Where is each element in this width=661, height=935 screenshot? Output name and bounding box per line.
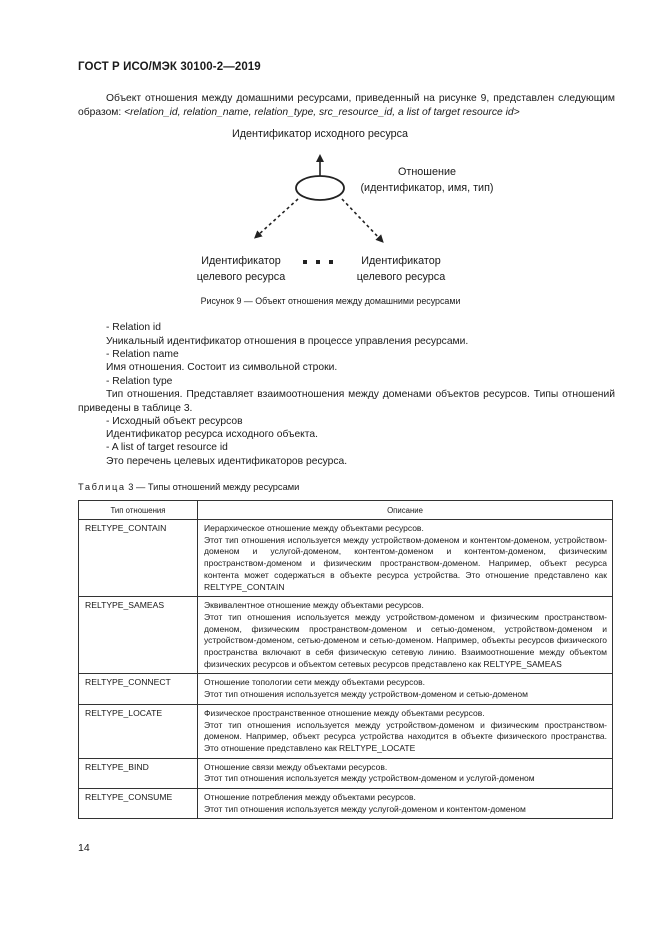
field-name: - A list of target resource id bbox=[106, 442, 228, 453]
field-name: - Relation id bbox=[106, 322, 161, 333]
relation-type-cell: RELTYPE_CONTAIN bbox=[79, 520, 198, 597]
relation-description-cell: Отношение потребления между объектами ресурсов. Этот тип отношения используется между услугой-доменом и контентом-доменом bbox=[198, 789, 613, 819]
field-desc: Имя отношения. Состоит из символьной строки. bbox=[106, 362, 338, 373]
field-desc: Уникальный идентификатор отношения в процессе управления ресурсами. bbox=[106, 336, 469, 347]
table-caption-title: 3 — Типы отношений между ресурсами bbox=[125, 482, 300, 492]
table-caption-prefix: Таблица bbox=[78, 482, 126, 492]
figure-caption: Рисунок 9 — Объект отношения между домашними ресурсами bbox=[200, 296, 461, 306]
arrow-to-target-right bbox=[342, 199, 381, 240]
relation-label-line2: (идентификатор, имя, тип) bbox=[360, 182, 494, 194]
table-row bbox=[79, 704, 613, 758]
relation-description-cell: Иерархическое отношение между объектами ресурсов. Этот тип отношения используется между устройством-доменом и контентом-доменом, устройством-доменом и услугой-доменом, контентом-доменом и контентом-доменом, физическим пространством-доменом и физическим пространством-доменом. Например, объект ресурса контента может содержаться в объекте ресурса устройства. Это отношение представлено как RELTYPE_CONTAIN bbox=[198, 520, 613, 597]
target-left-line2: целевого ресурса bbox=[196, 271, 286, 283]
field-name: - Исходный объект ресурсов bbox=[106, 416, 243, 427]
target-right-line1: Идентификатор bbox=[361, 255, 441, 267]
ellipsis-dot bbox=[303, 260, 307, 264]
field-name: - Relation name bbox=[106, 349, 179, 360]
relation-label-line1: Отношение bbox=[398, 166, 456, 178]
field-name: - Relation type bbox=[106, 376, 173, 387]
header-type: Тип отношения bbox=[79, 501, 198, 520]
relation-type-cell: RELTYPE_SAMEAS bbox=[79, 597, 198, 674]
table-row bbox=[79, 597, 613, 674]
target-left-label bbox=[186, 253, 296, 285]
relation-description-cell: Физическое пространственное отношение между объектами ресурсов. Этот тип отношения используется между устройством-доменом и физическим пространством-доменом. Например, объект ресурса устройства находится в объекте физического пространства. Это отношение представлено как RELTYPE_LOCATE bbox=[198, 704, 613, 758]
figure-source-label: Идентификатор исходного ресурса bbox=[231, 128, 409, 140]
intro-text: Объект отношения между домашними ресурсами, приведенный на рисунке 9, представлен следующим образом: bbox=[78, 93, 615, 118]
field-desc: Идентификатор ресурса исходного объекта. bbox=[106, 429, 318, 440]
relation-type-cell: RELTYPE_CONNECT bbox=[79, 674, 198, 704]
relation-types-table bbox=[78, 500, 613, 819]
relation-label bbox=[352, 164, 502, 196]
table-row bbox=[79, 758, 613, 788]
table-caption bbox=[78, 482, 299, 492]
relation-description-cell: Отношение связи между объектами ресурсов. Этот тип отношения используется между устройством-доменом и услугой-доменом bbox=[198, 758, 613, 788]
ellipsis-dot bbox=[316, 260, 320, 264]
ellipsis-dot bbox=[329, 260, 333, 264]
relation-type-cell: RELTYPE_BIND bbox=[79, 758, 198, 788]
field-desc: Это перечень целевых идентификаторов ресурса. bbox=[106, 456, 348, 467]
relation-type-cell: RELTYPE_LOCATE bbox=[79, 704, 198, 758]
relation-type-cell: RELTYPE_CONSUME bbox=[79, 789, 198, 819]
target-left-line1: Идентификатор bbox=[201, 255, 281, 267]
table-row bbox=[79, 789, 613, 819]
table-header-row bbox=[79, 501, 613, 520]
arrow-to-target-left bbox=[257, 199, 298, 236]
relation-node-ellipse bbox=[296, 176, 344, 200]
target-right-line2: целевого ресурса bbox=[356, 271, 446, 283]
page-number: 14 bbox=[78, 842, 90, 854]
document-header: ГОСТ Р ИСО/МЭК 30100-2—2019 bbox=[78, 61, 261, 73]
target-right-label bbox=[346, 253, 456, 285]
relation-diagram bbox=[0, 0, 661, 300]
relation-description-cell: Отношение топологии сети между объектами ресурсов. Этот тип отношения используется между устройством-доменом и сетью-доменом bbox=[198, 674, 613, 704]
header-description: Описание bbox=[198, 501, 613, 520]
table-row bbox=[79, 674, 613, 704]
table-row bbox=[79, 520, 613, 597]
field-desc: Тип отношения. Представляет взаимоотношения между доменами объектов ресурсов. Типы отношений приведены в таблице 3. bbox=[78, 389, 615, 414]
relation-tuple: <relation_id, relation_name, relation_type, src_resource_id, a list of target resource id> bbox=[124, 107, 520, 118]
relation-description-cell: Эквивалентное отношение между объектами ресурсов. Этот тип отношения используется между устройством-доменом и физическим пространством-доменом, физическим пространством-доменом и сетью-доменом, устройством-доменом и устройством-доменом, сетью-доменом и сетью-доменом. Например, объекты ресурсов физического пространства включают в себя физическую сетевую линию. Взаимоотношение между объектом физических ресурсов и объектом сетевых ресурсов представлено как RELTYPE_SAMEAS bbox=[198, 597, 613, 674]
